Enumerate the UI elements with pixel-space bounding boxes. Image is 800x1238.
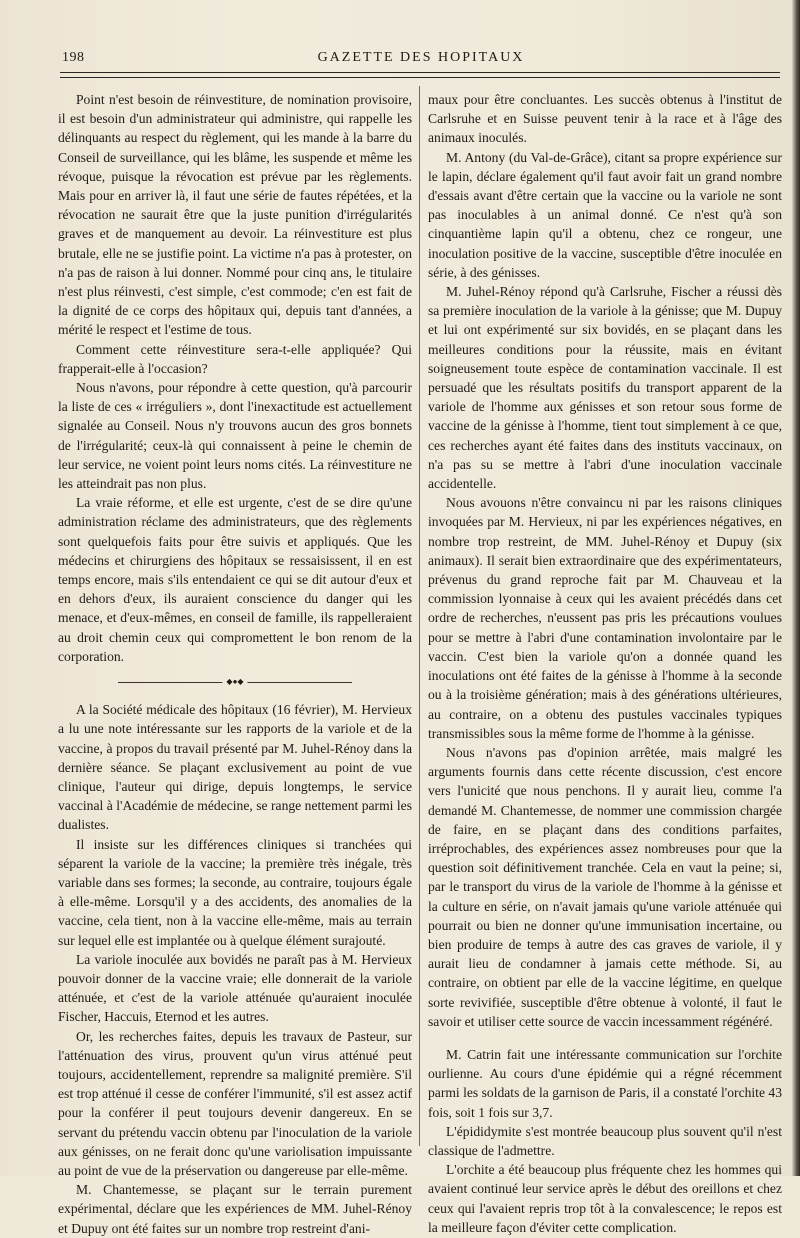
left-column <box>58 90 412 1238</box>
society-paragraph: Il insiste sur les différences cliniques si tranchées qui séparent la variole de la vaccine; la première très inégale, très variable dans ses formes; la seconde, au contraire, toujours égale à elle-même. Lorsqu'il y a des accidents, des anomalies de la vaccine, cela tient, non à la vaccine elle-même, mais au terrain sur lequel elle est implantée ou à quelque élément surajouté. <box>58 836 412 948</box>
society-paragraph: A la Société médicale des hôpitaux (16 février), M. Hervieux a lu une note intéressante sur les rapports de la variole et de la vaccine, à propos du travail présenté par M. Juhel-Rénoy dans la dernière séance. Se plaçant exclusivement au point de vue clinique, l'auteur qui dirige, depuis longtemps, le service vaccinal à l'Académie de médecine, se range nettement parmi les dualistes. <box>58 702 412 833</box>
column-divider <box>419 86 420 1146</box>
section-separator <box>58 678 412 686</box>
page-header <box>62 48 780 70</box>
right-column <box>428 90 782 1237</box>
orchite-paragraph: L'orchite a été beaucoup plus fréquente chez les hommes qui avaient continué leur service après le début des oreillons et chez ceux qui l'avaient repris trop tôt à la convalescence; le repos est la meilleure façon d'éviter cette complication. <box>428 1162 782 1235</box>
article-paragraph: Nous avouons n'être convaincu ni par les raisons cliniques invoquées par M. Hervieux, ni par les expériences négatives, en nombre trop restreint, de MM. Juhel-Rénoy et Dupuy (six animaux). Il serait bien extraordinaire que des expérimentateurs, prévenus du grand reproche fait par M. Chauveau et la commission lyonnaise à ceux qui les avaient précédés dans cet ordre de recherches, n'eussent pas pris les précautions voulues pour se mettre à l'abri d'une contamination involontaire par le vaccin. C'est bien la variole qu'on a donnée quand les inoculations ont été faites de la génisse à l'homme à la seconde ou à la troisième génération; mais à des générations ultérieures, au contraire, on a obtenu des pustules vaccinales typiques transmissibles sous la même forme de l'homme à la génisse. <box>428 495 782 741</box>
page-number: 198 <box>62 50 85 65</box>
journal-title: GAZETTE DES HOPITAUX <box>317 50 525 65</box>
society-paragraph: M. Chantemesse, se plaçant sur le terrain purement expérimental, déclare que les expériences de MM. Juhel-Rénoy et Dupuy ont été faites sur un nombre trop restreint d'ani- <box>58 1182 412 1236</box>
article-paragraph: Point n'est besoin de réinvestiture, de nomination provisoire, il est besoin d'un administrateur qui administre, qui rappelle les délinquants au respect du règlement, qui les mande à la barre du Conseil de surveillance, qui les blâme, les suspende et même les révoque, puisque la révocation est prévue par les règlements. Mais pour en arriver là, il faut une série de fautes répétées, et la révocation ne saurait être que la juste punition d'irrégularités graves et de manquement au devoir. La réinvestiture est plus brutale, elle ne se justifie point. La victime n'a pas à protester, on n'a pas de raison à lui donner. Nommé pour cinq ans, le titulaire n'est plus réinvesti, c'est simple, c'est commode; c'en est fait de la dignité de ce corps des hôpitaux qui, depuis tant d'années, a mérité le respect et l'estime de tous. <box>58 92 412 338</box>
article-paragraph: Nous n'avons pas d'opinion arrêtée, mais malgré les arguments fournis dans cette récente discussion, c'est encore vers l'unicité que nous penchons. Il y aurait lieu, comme l'a demandé M. Chantemesse, de nommer une commission chargée de faire, en se plaçant dans des conditions parfaites, irréprochables, des expériences assez nombreuses pour que la question soit définitivement tranchée. Cela en vaut la peine; si, par le transport du virus de la variole de l'homme à la génisse et la culture en série, on n'avait jamais qu'une variole atténuée qui pourrait ou bien ne donner qu'une immunisation incertaine, ou bien produire de temps à autre des cas graves de variole, il y aurait lieu de condamner à jamais cette méthode. Si, au contraire, on obtient par elle de la vaccine légitime, en quelque sorte revivifiée, susceptible d'être obtenue à volonté, il faut le savoir et utiliser cette source de vaccin incessamment régénéré. <box>428 744 782 1029</box>
article-paragraph: Nous n'avons, pour répondre à cette question, qu'à parcourir la liste de ces « irréguliers », dont l'inexactitude est actuellement signalée au Conseil. Nous n'y trouvons aucun des gros bonnets de l'irrégularité; ceux-là qui connaissent à peine le chemin de leur service, ne voient point leurs noms cités. La réinvestiture ne les atteindrait pas non plus. <box>58 380 412 492</box>
article-paragraph: Comment cette réinvestiture sera-t-elle appliquée? Qui frapperait-elle à l'occasion? <box>58 341 412 376</box>
orchite-paragraph: M. Catrin fait une intéressante communication sur l'orchite ourlienne. Au cours d'une épidémie qui a régné récemment parmi les soldats de la garnison de Paris, il a constaté l'orchite 43 fois, soit 1 fois sur 3,7. <box>428 1046 782 1120</box>
society-paragraph: Or, les recherches faites, depuis les travaux de Pasteur, sur l'atténuation des virus, prouvent qu'un virus atténué peut toujours, accidentellement, reprendre sa malignité première. S'il est trop atténué il cesse de conférer l'immunité, s'il est assez actif pour la conférer il peut toujours devenir dangereux. En se servant du prétendu vaccin obtenu par l'inoculation de la variole aux génisses, on ne ferait donc qu'une variolisation impuissante au point de vue de la préservation ou dangereuse par elle-même. <box>58 1028 412 1178</box>
orchite-paragraph: L'épididymite s'est montrée beaucoup plus souvent qu'il n'est classique de l'admettre. <box>428 1123 782 1158</box>
society-paragraph: La variole inoculée aux bovidés ne paraît pas à M. Hervieux pouvoir donner de la vaccine vraie; elle donnerait de la variole atténuée, et c'est de la variole atténuée qu'auraient inoculée Fischer, Haccuis, Eternod et les autres. <box>58 951 412 1025</box>
page-edge-shadow <box>792 0 800 1176</box>
article-paragraph: M. Antony (du Val-de-Grâce), citant sa propre expérience sur le lapin, déclare également qu'il faut avoir fait un grand nombre d'essais avant d'être certain que la vaccine ou la variole ne sont pas inoculables à un animal donné. Ce n'est qu'à son cinquantième lapin qu'il a obtenu, chez ce rongeur, une inoculation positive de la vaccine, susceptible d'être inoculée en série, à des génisses. <box>428 149 782 280</box>
header-rule <box>60 72 780 78</box>
article-paragraph: La vraie réforme, et elle est urgente, c'est de se dire qu'une administration réclame des administrateurs, que des règlements sont quelquefois faits pour être suivis et appliqués. Que les médecins et chirurgiens des hôpitaux se ressaisissent, il en est temps encore, mais s'ils entendaient ce qui se dit autour d'eux et en dehors d'eux, ils auraient conscience du danger qui les menace, et d'eux-mêmes, en conseil de famille, ils rappelleraient au droit chemin ceux qui compromettent le bon renom de la corporation. <box>58 495 412 664</box>
continued-paragraph: maux pour être concluantes. Les succès obtenus à l'institut de Carlsruhe et en Suisse peuvent tenir à la race et à l'âge des animaux inoculés. <box>428 92 782 146</box>
separator-ornament: ◆●◆ <box>222 678 247 686</box>
article-paragraph: M. Juhel-Rénoy répond qu'à Carlsruhe, Fischer a réussi dès sa première inoculation de la variole à la génisse; que M. Dupuy et lui ont expérimenté sur six bovidés, en se plaçant dans les meilleures conditions pour la réussite, mais en évitant soigneusement toute espèce de contamination vaccinale. Il est persuadé que les résultats positifs du transport apparent de la variole de l'homme aux génisses et son retour sous forme de vaccine de la génisse à l'homme, tient tout simplement à ce que, ces recherches ayant été faites dans des instituts vaccinaux, on n'a pas su se mettre à l'abri d'une inoculation vaccinale accidentelle. <box>428 284 782 492</box>
paragraph-gap <box>428 1031 782 1045</box>
